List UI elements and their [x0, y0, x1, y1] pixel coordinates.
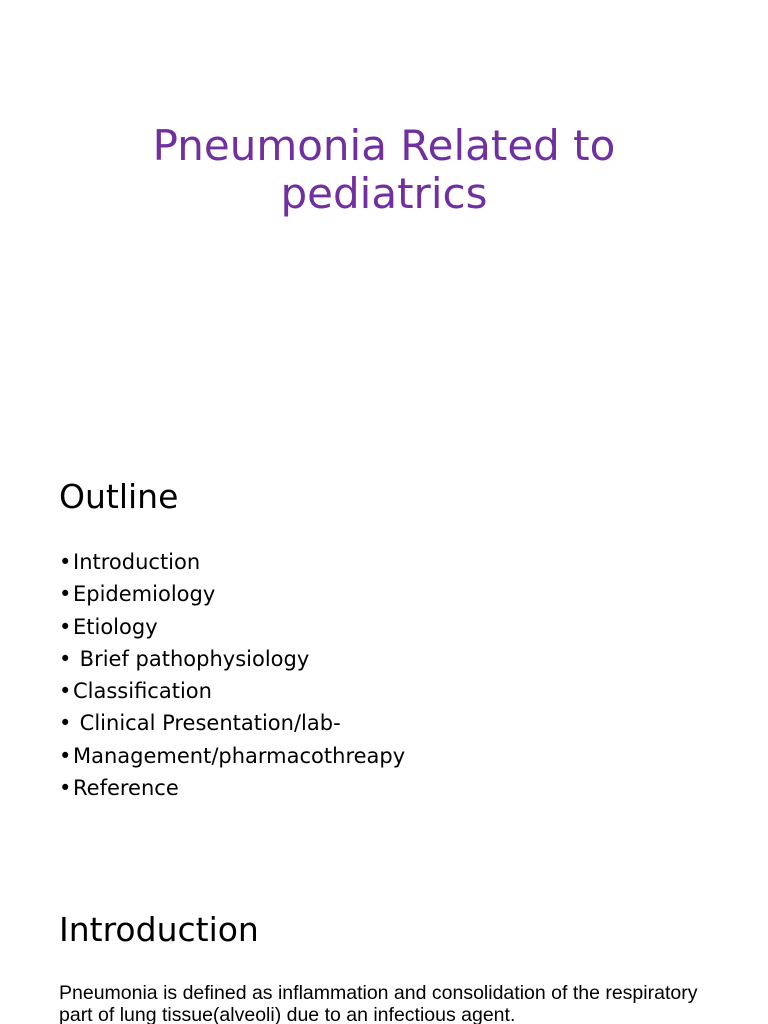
- bullet-marker: •: [59, 614, 72, 639]
- list-item: [59, 772, 405, 804]
- bullet-marker: •: [59, 776, 72, 801]
- slide-title-line-1: Pneumonia Related to: [152, 121, 616, 170]
- list-item: [59, 578, 405, 610]
- list-item: [59, 740, 405, 772]
- outline-item-label: Brief pathophysiology: [73, 646, 310, 671]
- list-item: [59, 707, 405, 739]
- outline-item-label: Introduction: [73, 550, 201, 574]
- introduction-paragraph: Pneumonia is defined as inflammation and consolidation of the respiratory part of lung tissue(alveoli) due to an infectious agent.: [59, 982, 698, 1024]
- bullet-marker: •: [59, 550, 72, 574]
- list-item: [59, 675, 405, 707]
- outline-item-label: Etiology: [73, 614, 158, 639]
- slide-title-line-2: pediatrics: [280, 169, 488, 218]
- slide-title: [0, 122, 768, 218]
- bullet-marker: •: [59, 582, 72, 607]
- outline-item-label: Management/pharmacothreapy: [73, 743, 406, 768]
- bullet-marker: •: [59, 711, 72, 736]
- outline-item-label: Classification: [73, 679, 212, 704]
- bullet-marker: •: [59, 646, 72, 671]
- introduction-heading: Introduction: [59, 910, 259, 949]
- list-item: [59, 611, 405, 643]
- list-item: [59, 643, 405, 675]
- outline-item-label: Reference: [73, 776, 179, 801]
- bullet-marker: •: [59, 679, 72, 704]
- outline-list: [59, 546, 405, 804]
- list-item: [59, 546, 405, 578]
- outline-item-label: Clinical Presentation/lab-: [73, 711, 341, 736]
- bullet-marker: •: [59, 743, 72, 768]
- outline-heading: Outline: [59, 477, 179, 516]
- outline-item-label: Epidemiology: [73, 582, 216, 607]
